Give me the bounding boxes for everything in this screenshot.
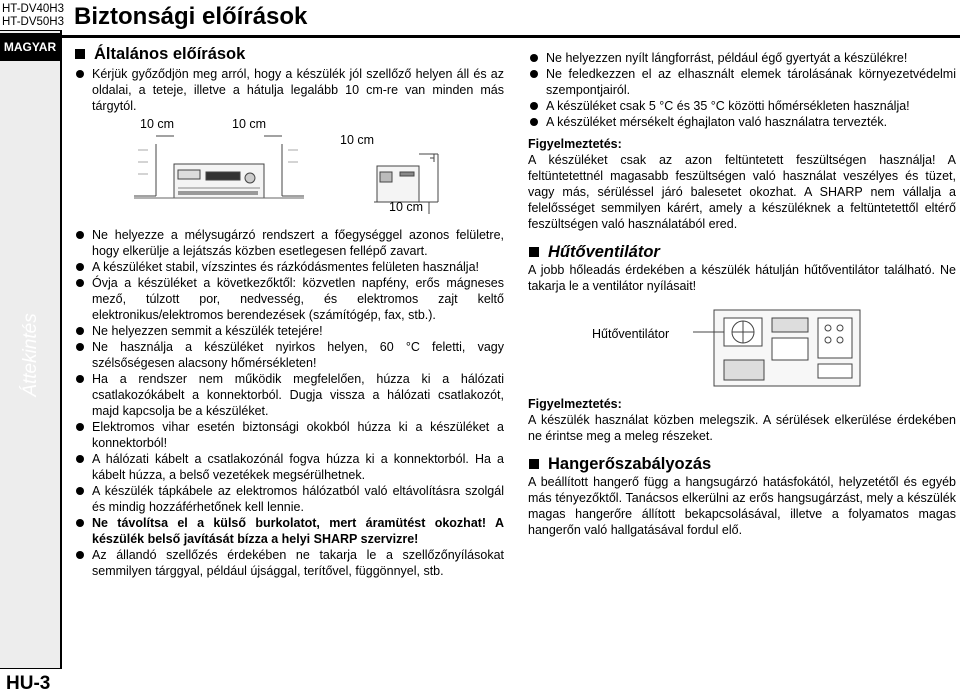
- square-bullet-icon: [529, 247, 539, 257]
- clearance-label: 10 cm: [232, 117, 267, 131]
- page-number: HU-3: [6, 673, 51, 694]
- page-title: Biztonsági előírások: [74, 3, 308, 30]
- model-line-1: HT-DV40H3: [2, 3, 64, 15]
- volume-text: A beállított hangerő függ a hangsugárzó hatásfokától, helyzetétől és egyéb más tényezőktől. Tanácsos elkerülni az erős hangsugárzást, mely a készülék magas hangerőre állított bekapcsolásával, illetve a folyamatos magas hangerőn való hallgatásával fordul elő.: [528, 475, 956, 537]
- list-item: A készülék tápkábele az elektromos hálózatból való eltávolításra szolgál és mindig hozzáférhetőnek kell lennie.: [74, 483, 504, 515]
- model-numbers: [0, 0, 62, 31]
- fan-figure-label: Hűtőventilátor: [592, 327, 670, 341]
- clearance-figure: [74, 114, 504, 219]
- list-item-bold-warning: Ne távolítsa el a külső burkolatot, mert áramütést okozhat! A készülék belső javítását bízza a helyi SHARP szervizre!: [74, 515, 504, 547]
- list-item: A készüléket mérsékelt éghajlaton való használatra tervezték.: [528, 114, 956, 130]
- clearance-label: 10 cm: [340, 133, 375, 147]
- list-item: Ne helyezzen nyílt lángforrást, például égő gyertyát a készülékre!: [528, 50, 956, 66]
- list-item: Ne feledkezzen el az elhasznált elemek tárolásának környezetvédelmi szempontjairól.: [528, 66, 956, 98]
- left-column: [74, 44, 504, 579]
- rear-panel-diagram: [528, 300, 956, 390]
- section-heading-volume: [528, 454, 956, 474]
- volume-heading-text: Hangerőszabályozás: [548, 455, 712, 473]
- list-item: Ne helyezze a mélysugárzó rendszert a főegységgel azonos felületre, hogy elkerülje a lejátszás közben esetlegesen fellépő zavart.: [74, 227, 504, 259]
- list-item: Óvja a készüléket a következőktől: közvetlen napfény, erős mágneses mező, túlzott por, nedvesség, és elektromos zajt keltő elektronikus/elektromos berendezések (számítógép, fax, stb.).: [74, 275, 504, 323]
- section-heading-general: [74, 44, 504, 64]
- list-item: Az állandó szellőzés érdekében ne takarja le a szellőzőnyílásokat semmilyen tárggyal, például újsággal, terítővel, függönnyel, stb.: [74, 547, 504, 579]
- general-list: [74, 227, 504, 579]
- ventilation-list: [74, 66, 504, 114]
- warning-label: Figyelmeztetés:: [528, 137, 622, 151]
- square-bullet-icon: [529, 459, 539, 469]
- general-list-continued: [528, 50, 956, 130]
- header-rule: [62, 35, 960, 38]
- fan-figure: [528, 300, 956, 390]
- warning-text: A készüléket csak az azon feltüntetett feszültségen használja! A feltüntetettnél magasabb feszültségen való használat veszélyes és tüzet, vagy más, sérüléssel járó balesetet okozhat. A SHARP nem vállalja a felelősséget semmilyen kárért, amely a készüléknek a feltüntetettől eltérő feszültségen való használatából ered.: [528, 153, 956, 231]
- section-heading-fan: [528, 242, 956, 262]
- list-item: A készüléket csak 5 °C és 35 °C közötti hőmérsékleten használja!: [528, 98, 956, 114]
- list-item: Ha a rendszer nem működik megfelelően, húzza ki a hálózati csatlakozókábelt a konnektorból. Dugja vissza a hálózati csatlakozót, majd kapcsolja be a készüléket.: [74, 371, 504, 419]
- fan-heading-text: Hűtőventilátor: [548, 243, 660, 261]
- section-side-label: Áttekintés: [20, 313, 41, 397]
- list-item: Kérjük győződjön meg arról, hogy a készülék jól szellőző helyen áll és az oldalai, a teteje, illetve a hátulja legalább 10 cm-re van minden más tárgytól.: [74, 66, 504, 114]
- right-column: [528, 50, 956, 538]
- list-item: Elektromos vihar esetén biztonsági okokból húzza ki a készüléket a konnektorból!: [74, 419, 504, 451]
- list-item: A készüléket stabil, vízszintes és rázkódásmentes felületen használja!: [74, 259, 504, 275]
- language-tab: MAGYAR: [0, 33, 60, 61]
- model-line-2: HT-DV50H3: [2, 16, 64, 28]
- fan-warning-label: Figyelmeztetés:: [528, 397, 622, 411]
- square-bullet-icon: [75, 49, 85, 59]
- list-item: A hálózati kábelt a csatlakozónál fogva húzza ki a konnektorból. Ha a kábelt húzza, a belső vezetékek megsérülhetnek.: [74, 451, 504, 483]
- clearance-diagram: [74, 114, 504, 219]
- fan-warning-text: A készülék használat közben melegszik. A sérülések elkerülése érdekében ne érintse meg a meleg részeket.: [528, 413, 956, 443]
- list-item: Ne helyezzen semmit a készülék tetejére!: [74, 323, 504, 339]
- clearance-label: 10 cm: [140, 117, 175, 131]
- fan-text: A jobb hőleadás érdekében a készülék hátulján hűtőventilátor található. Ne takarja le a ventilátor nyílásait!: [528, 263, 956, 293]
- general-heading-text: Általános előírások: [94, 45, 246, 63]
- clearance-label: 10 cm: [389, 200, 424, 214]
- list-item: Ne használja a készüléket nyirkos helyen, 60 °C feletti, vagy szélsőségesen alacsony hőmérsékleten!: [74, 339, 504, 371]
